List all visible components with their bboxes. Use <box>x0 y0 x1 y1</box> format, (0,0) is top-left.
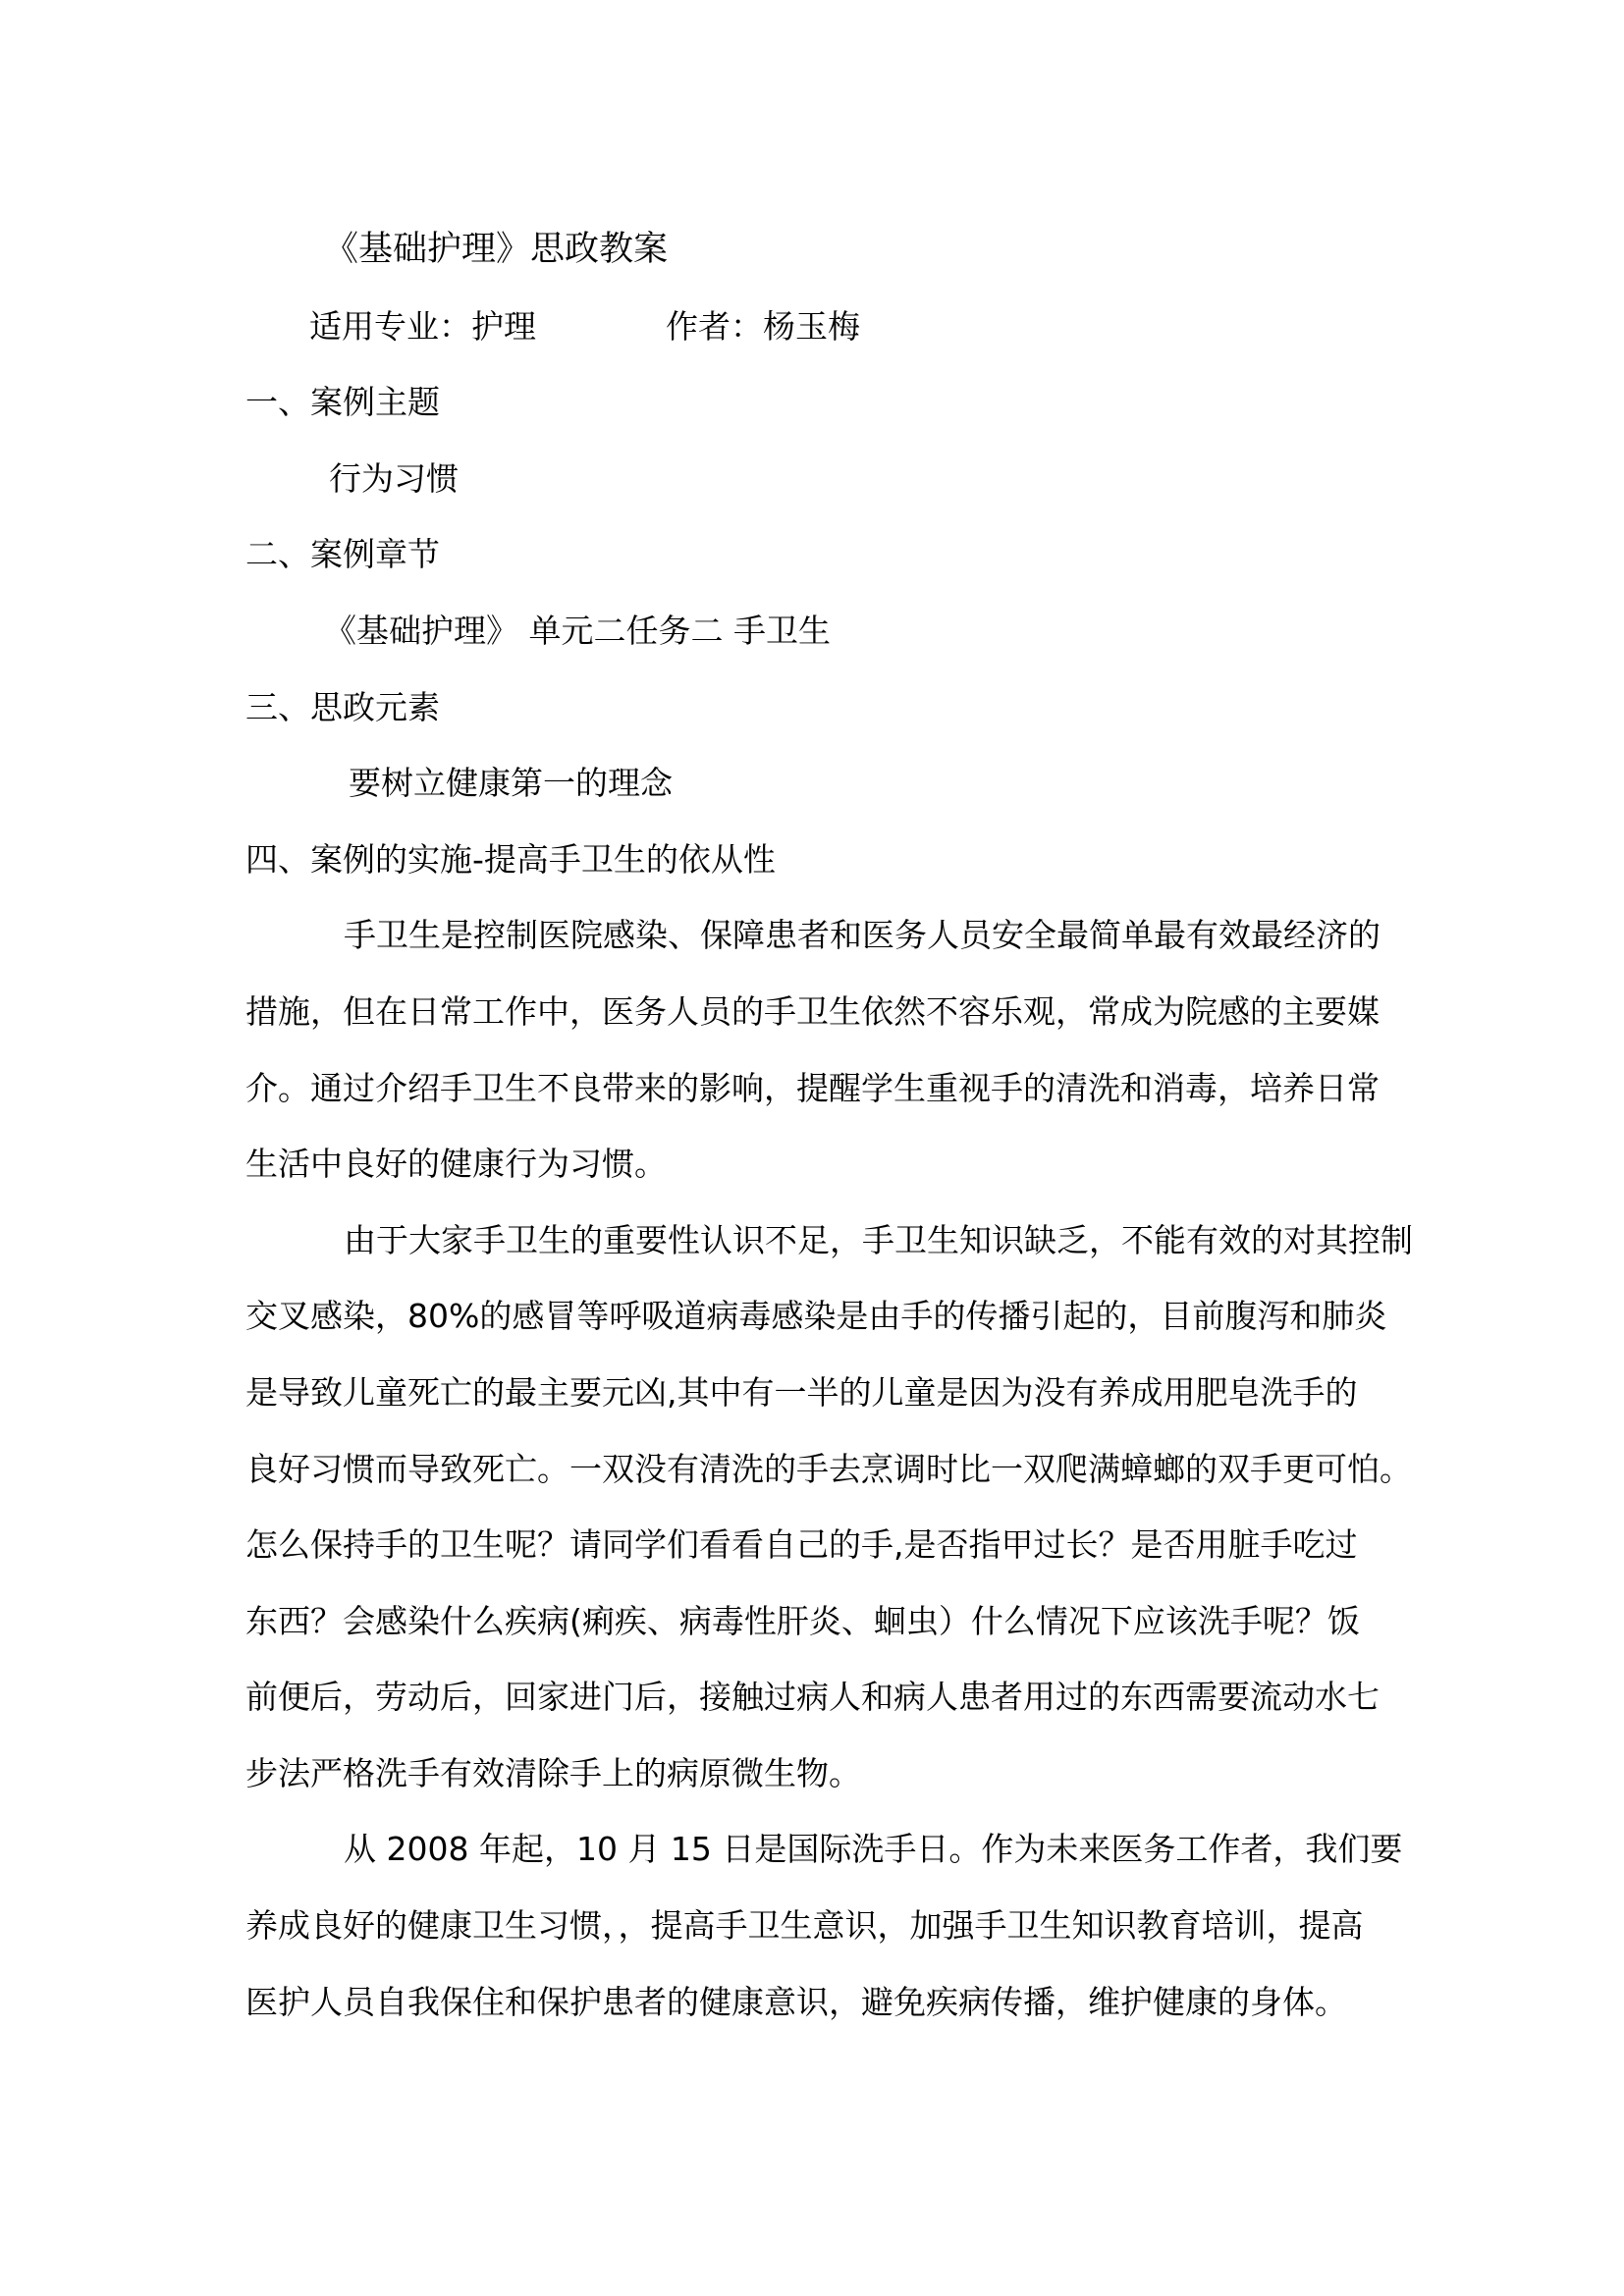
paragraph2-line8: 步法严格洗手有效清除手上的病原微生物。 <box>245 1753 861 1792</box>
paragraph1-line1: 手卫生是控制医院感染、保障患者和医务人员安全最简单最有效最经济的 <box>344 916 1380 955</box>
ideology-element-text: 要树立健康第一的理念 <box>349 764 673 803</box>
document-title: 《基础护理》思政教案 <box>324 230 669 269</box>
document-body <box>245 212 1434 2040</box>
paragraph1-line4: 生活中良好的健康行为习惯。 <box>245 1145 667 1184</box>
meta-line: 适用专业：护理 作者：杨玉梅 <box>309 306 860 346</box>
paragraph2-line3: 是导致儿童死亡的最主要元凶,其中有一半的儿童是因为没有养成用肥皂洗手的 <box>245 1372 1358 1412</box>
heading-case-theme: 一、案例主题 <box>245 383 440 422</box>
heading-ideology-element: 三、思政元素 <box>245 687 440 726</box>
paragraph2-line4: 良好习惯而导致死亡。一双没有清洗的手去烹调时比一双爬满蟑螂的双手更可怕。 <box>245 1449 1412 1488</box>
case-theme-text: 行为习惯 <box>329 458 459 498</box>
paragraph2-line2: 交叉感染，80%的感冒等呼吸道病毒感染是由手的传播引起的，目前腹泻和肺炎 <box>245 1297 1387 1336</box>
heading-case-implementation: 四、案例的实施-提高手卫生的依从性 <box>245 839 776 879</box>
paragraph2-line5: 怎么保持手的卫生呢？请同学们看看自己的手,是否指甲过长？是否用脏手吃过 <box>245 1525 1358 1565</box>
heading-case-chapter: 二、案例章节 <box>245 535 440 574</box>
paragraph3-line1: 从 2008 年起，10 月 15 日是国际洗手日。作为未来医务工作者，我们要 <box>344 1830 1403 1869</box>
paragraph1-line3: 介。通过介绍手卫生不良带来的影响，提醒学生重视手的清洗和消毒，培养日常 <box>245 1068 1380 1107</box>
paragraph3-line2: 养成良好的健康卫生习惯，，提高手卫生意识，加强手卫生知识教育培训，提高 <box>245 1906 1364 1946</box>
case-chapter-text: 《基础护理》 单元二任务二 手卫生 <box>324 611 831 650</box>
paragraph3-line3: 医护人员自我保住和保护患者的健康意识，避免疾病传播，维护健康的身体。 <box>245 1982 1347 2021</box>
paragraph1-line2: 措施，但在日常工作中，医务人员的手卫生依然不容乐观，常成为院感的主要媒 <box>245 991 1380 1031</box>
paragraph2-line7: 前便后，劳动后，回家进门后，接触过病人和病人患者用过的东西需要流动水七 <box>245 1678 1380 1717</box>
paragraph2-line6: 东西？会感染什么疾病(痢疾、病毒性肝炎、蛔虫）什么情况下应该洗手呢？饭 <box>245 1601 1360 1640</box>
paragraph2-line1: 由于大家手卫生的重要性认识不足，手卫生知识缺乏，不能有效的对其控制 <box>344 1220 1413 1259</box>
